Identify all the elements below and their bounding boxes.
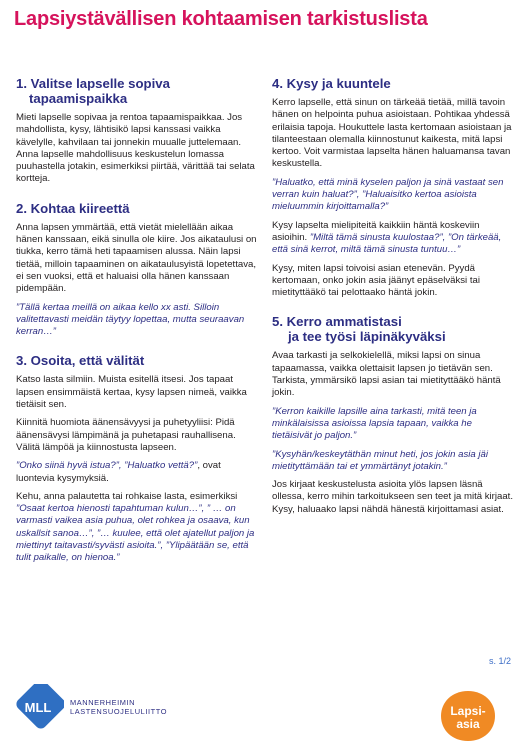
section-paragraph: Anna lapsen ymmärtää, että vietät mielellään aikaa hänen kanssaan, eikä sinulla ole kiire. Jos aikataulusi on tiukka, kerro tämä heti tapaamisen alussa. Näin lapsi tietää, milloin tapaaminen on aikataulusyistä lopetettava, ei sen vuoksi, että et haluaisi olla hänen kanssaan pidempään. bbox=[16, 221, 257, 295]
section-paragraph: Kiinnitä huomiota äänensävyysi ja puhetyyliisi: Pidä äänensävysi lämpimänä ja puhetapasi rauhallisena. Välitä lämpöä ja kiinnostusta lapseen. bbox=[16, 417, 236, 453]
example-quote: ”Haluatko, että minä kyselen paljon ja sinä vastaat sen verran kuin haluat?”, ”Haluaisitko kertoa asioista mieluummin kirjoittamalla?” bbox=[272, 176, 504, 213]
section-heading bbox=[16, 76, 258, 106]
section-heading-line1: 1. Valitse lapselle sopiva bbox=[16, 76, 170, 91]
section-heading bbox=[272, 314, 514, 344]
section-paragraph: Mieti lapselle sopivaa ja rentoa tapaamispaikkaa. Jos mahdollista, kysy, lähtisikö lapsi kanssasi vaikka kävelylle, kahvilaan tai jonnekin muualle juttelemaan. Anna lapselle mahdollisuus keskustelun lomassa puuhastella jotakin, esimerkiksi piirtää, värittää tai selata kortteja. bbox=[16, 112, 255, 185]
left-column bbox=[16, 76, 258, 571]
section-paragraph: Katso lasta silmiin. Muista esitellä itsesi. Jos tapaat lapsen ensimmäistä kertaa, kysy lapsen nimeä, vaikka tietäisit sen. bbox=[16, 374, 247, 411]
section-heading bbox=[16, 201, 258, 216]
section-heading-line2: tapaamispaikka bbox=[29, 91, 128, 106]
inline-quote: ”Onko siinä hyvä istua?”, ”Haluatko vettä?” bbox=[16, 460, 198, 472]
example-quote: ”Kerron kaikille lapsille aina tarkasti, mitä teen ja minkälaisissa asioissa lapsia tapaan, vaikka he tietäisivät jo paljon.” bbox=[272, 405, 477, 442]
svg-text:MLL: MLL bbox=[24, 700, 52, 715]
page-title: Lapsiystävällisen kohtaamisen tarkistuslista bbox=[14, 8, 428, 30]
mll-logo-icon bbox=[14, 684, 64, 730]
section-paragraph-mixed bbox=[272, 220, 514, 257]
example-quote: ”Kysyhän/keskeytäthän minut heti, jos jokin asia jäi mietityttämään tai et ymmärtänyt jotakin.” bbox=[272, 448, 488, 472]
section-heading-line1: 5. Kerro ammatistasi bbox=[272, 314, 402, 330]
svg-text:asia: asia bbox=[456, 717, 480, 731]
section-paragraph: Jos kirjaat keskustelusta asioita ylös lapsen läsnä ollessa, kerro mihin tarkoitukseen sen teet ja mitä kirjaat. Kysy, haluaako lapsi nähdä hänestä kirjoittamasi asiat. bbox=[272, 479, 514, 515]
section-5 bbox=[272, 314, 514, 516]
section-heading bbox=[272, 76, 514, 91]
example-quote: ”Tällä kertaa meillä on aikaa kello xx asti. Silloin valitettavasti meidän täytyy lopettaa, mutta seuraavan kerran…” bbox=[16, 301, 245, 338]
section-heading-line1: 4. Kysy ja kuuntele bbox=[272, 76, 391, 91]
page-number: s. 1/2 bbox=[488, 656, 511, 666]
org-name-line1: MANNERHEIMIN bbox=[70, 698, 136, 707]
inline-quote: ”Osaat kertoa hienosti tapahtuman kulun…”, ” … on varmasti vaikea asia puhua, olet rohkea ja osaava, kun uskallsit sanoa…”, ”… kuulee, että olet ajatellut paljon ja miettinyt taitavasti/syvästi asioita.”, ”Ylipäätään se, että tulit paikalle, on hienoa.” bbox=[16, 503, 255, 564]
section-paragraph: Kysy, miten lapsi toivoisi asian etenevän. Pyydä kertomaan, onko jokin asia jäänyt epäselväksi tai mietityttääkö tai pelottaako häntä jokin. bbox=[272, 262, 480, 299]
inline-text: Kysy lapselta mielipiteitä kaikkiin häntä koskeviin asioihin. bbox=[272, 219, 480, 243]
section-paragraph-mixed bbox=[16, 460, 258, 485]
section-4 bbox=[272, 76, 514, 299]
lapsiasia-badge-icon bbox=[438, 688, 498, 744]
section-heading bbox=[16, 353, 258, 368]
section-heading-line1: 3. Osoita, että välität bbox=[16, 353, 145, 369]
section-paragraph-mixed bbox=[16, 491, 258, 565]
section-2 bbox=[16, 201, 258, 339]
section-3 bbox=[16, 353, 258, 564]
section-paragraph: Kerro lapselle, että sinun on tärkeää tietää, millä tavoin hänen on helpointa puhua asioistaan. Pohtikaa yhdessä erilaisia tapoja. Houkuttele lasta kertomaan asioistaan ja tilanteestaan olemalla kiinnostunut kaikesta, mitä lapsi kertoo. Voit varmistaa lapselta hänen haluamansa tavan keskustella. bbox=[272, 97, 512, 170]
inline-quote: ”Miltä tämä sinusta kuulostaa?”, ”On tärkeää, että sinä kerrot, miltä tämä sinusta tuntuu…” bbox=[272, 231, 502, 256]
inline-text: Kehu, anna palautetta tai rohkaise lasta, esimerkiksi bbox=[16, 490, 238, 502]
right-column bbox=[272, 76, 514, 522]
svg-text:Lapsi-: Lapsi- bbox=[450, 704, 486, 718]
org-name-line2: LASTENSUOJELULIITTO bbox=[70, 707, 168, 716]
org-logo bbox=[14, 684, 167, 730]
section-heading-line2: ja tee työsi läpinäkyväksi bbox=[288, 329, 446, 345]
section-1 bbox=[16, 76, 258, 186]
org-name bbox=[70, 698, 167, 716]
section-paragraph: Avaa tarkasti ja selkokielellä, miksi lapsi on sinua tapaamassa, vaikka olettaisit lapsen jo tietävän sen. Tarkista, ymmärsikö lapsi asian tai mietityttääkö häntä jokin. bbox=[272, 350, 501, 399]
inline-text: , ovat luontevia kysymyksiä. bbox=[16, 460, 221, 484]
section-heading-line1: 2. Kohtaa kiireettä bbox=[16, 200, 130, 216]
